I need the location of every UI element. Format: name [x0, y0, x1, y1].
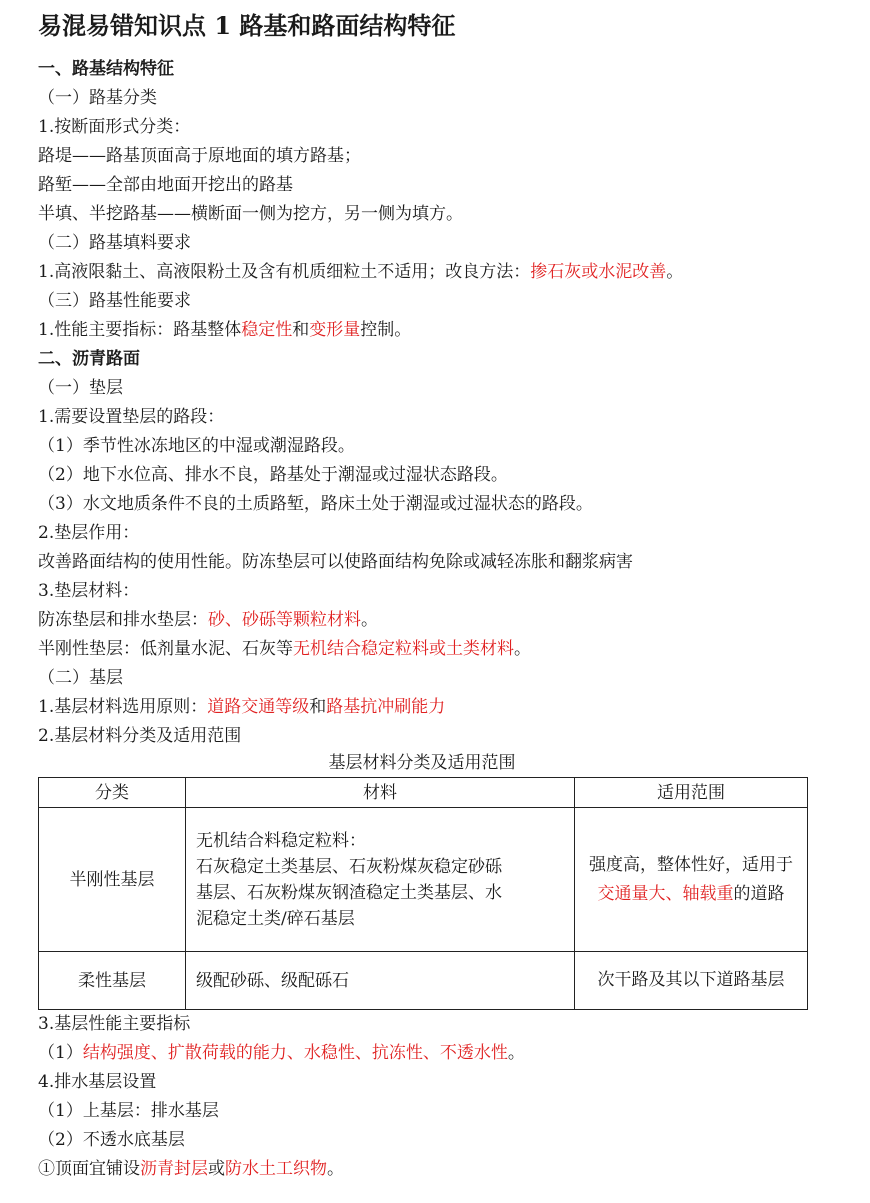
base-material-table — [38, 777, 808, 1010]
text-line — [38, 636, 531, 662]
cell-category: 半刚性基层 — [39, 808, 186, 952]
section-heading — [38, 56, 174, 82]
text-segment: 防冻垫层和排水垫层： — [38, 610, 208, 630]
text-segment: （二）路基填料要求 — [38, 233, 191, 253]
text-segment: 3.垫层材料： — [38, 581, 140, 601]
highlight-text: 结构强度、扩散荷载的能力、水稳性、抗冻性、不透水性 — [82, 1043, 508, 1063]
text-line — [38, 491, 593, 517]
text-segment: 4.排水基层设置 — [38, 1072, 157, 1092]
text-segment: （一）路基分类 — [38, 88, 157, 108]
text-line — [38, 462, 508, 488]
text-segment: 半填、半挖路基——横断面一侧为挖方，另一侧为填方。 — [38, 204, 463, 224]
text-segment: （2）地下水位高、排水不良，路基处于潮湿或过湿状态路段。 — [38, 465, 508, 485]
text-segment: （3）水文地质条件不良的土质路堑，路床土处于潮湿或过湿状态的路段。 — [38, 494, 593, 514]
text-segment: 改善路面结构的使用性能。防冻垫层可以使路面结构免除或减轻冻胀和翻浆病害 — [38, 552, 633, 572]
text-segment: （二）基层 — [38, 668, 123, 688]
text-segment: 1.按断面形式分类： — [38, 117, 191, 137]
text-line — [38, 433, 355, 459]
text-segment: 半刚性垫层：低剂量水泥、石灰等 — [38, 639, 293, 659]
highlight-text: 变形量 — [309, 320, 361, 340]
text-segment: 。 — [666, 262, 684, 282]
cell-material — [186, 952, 575, 1010]
text-line — [38, 1098, 219, 1124]
cell-material — [186, 808, 575, 952]
text-line — [38, 114, 190, 140]
text-line — [38, 230, 191, 256]
text-line — [38, 578, 139, 604]
text-line — [38, 520, 139, 546]
material-line: 级配砂砾、级配砾石 — [196, 970, 349, 991]
text-segment: 。 — [327, 1159, 344, 1179]
text-segment: （1）上基层：排水基层 — [38, 1101, 219, 1121]
highlight-text: 掺石灰或水泥改善 — [530, 262, 667, 282]
text-segment: （三）路基性能要求 — [38, 291, 191, 311]
cell-range: 次干路及其以下道路基层 — [575, 952, 808, 1010]
range-text: 强度高，整体性好，适用于 — [589, 854, 793, 875]
text-segment: 1.基层材料选用原则： — [38, 697, 208, 717]
text-line — [38, 549, 633, 575]
text-line — [38, 665, 123, 691]
text-segment: 。 — [361, 610, 378, 630]
text-segment: （1） — [38, 1043, 83, 1063]
range-highlight: 交通量大、轴载重 — [597, 883, 734, 904]
text-line — [38, 375, 123, 401]
text-line — [38, 317, 411, 343]
text-segment: 1.高液限黏土、高液限粉土及含有机质细粒土不适用；改良方法： — [38, 262, 531, 282]
text-segment: ①顶面宜铺设 — [38, 1159, 140, 1179]
text-line — [38, 288, 191, 314]
text-line — [38, 1127, 185, 1153]
material-line: 无机结合料稳定粒料： — [196, 830, 366, 851]
highlight-text: 无机结合稳定粒料或土类材料 — [293, 639, 514, 659]
highlight-text: 防水土工织物 — [225, 1159, 327, 1179]
highlight-text: 砂、砂砾等颗粒材料 — [208, 610, 361, 630]
text-segment: 。 — [514, 639, 531, 659]
range-text: 的道路 — [733, 883, 785, 904]
text-segment: 。 — [507, 1043, 525, 1063]
text-line — [38, 143, 361, 169]
text-segment: 路堑——全部由地面开挖出的路基 — [38, 175, 293, 195]
text-segment: 路堤——路基顶面高于原地面的填方路基； — [38, 146, 361, 166]
text-line — [38, 85, 157, 111]
text-segment: 一、路基结构特征 — [38, 59, 174, 79]
text-segment: （1）季节性冰冻地区的中湿或潮湿路段。 — [38, 436, 355, 456]
text-segment: 2.垫层作用： — [38, 523, 140, 543]
text-segment: 1.需要设置垫层的路段： — [38, 407, 225, 427]
text-line — [38, 1011, 190, 1037]
text-line — [38, 259, 683, 285]
text-line — [38, 694, 445, 720]
header-category: 分类 — [39, 778, 186, 808]
highlight-text: 道路交通等级 — [207, 697, 310, 717]
text-segment: 3.基层性能主要指标 — [38, 1014, 191, 1034]
text-line — [38, 607, 378, 633]
material-line: 泥稳定土类/碎石基层 — [196, 908, 355, 929]
cell-range — [575, 808, 808, 952]
table-row — [39, 808, 808, 952]
table-header-row — [39, 778, 808, 808]
text-line — [38, 1069, 156, 1095]
text-line — [38, 172, 293, 198]
highlight-text: 稳定性 — [241, 320, 293, 340]
table-row — [39, 952, 808, 1010]
text-segment: 控制。 — [360, 320, 412, 340]
text-line — [38, 201, 463, 227]
material-line: 基层、石灰粉煤灰钢渣稳定土类基层、水 — [196, 882, 502, 903]
text-segment: 和 — [309, 697, 327, 717]
text-segment: 或 — [208, 1159, 225, 1179]
highlight-text: 路基抗冲刷能力 — [326, 697, 446, 717]
text-line — [38, 723, 241, 749]
text-segment: 2.基层材料分类及适用范围 — [38, 726, 242, 746]
text-segment: 1.性能主要指标：路基整体 — [38, 320, 242, 340]
text-line — [38, 1040, 525, 1066]
material-line: 石灰稳定土类基层、石灰粉煤灰稳定砂砾 — [196, 856, 502, 877]
text-segment: 和 — [292, 320, 310, 340]
text-line — [38, 404, 224, 430]
page-title: 易混易错知识点 1 路基和路面结构特征 — [38, 11, 456, 40]
highlight-text: 沥青封层 — [140, 1159, 208, 1179]
text-line — [38, 1156, 344, 1182]
section-heading — [38, 346, 140, 372]
cell-category: 柔性基层 — [39, 952, 186, 1010]
text-segment: 二、沥青路面 — [38, 349, 140, 369]
table-caption: 基层材料分类及适用范围 — [328, 753, 516, 773]
text-segment: （一）垫层 — [38, 378, 123, 398]
text-segment: （2）不透水底基层 — [38, 1130, 185, 1150]
header-range: 适用范围 — [575, 778, 808, 808]
header-material: 材料 — [186, 778, 575, 808]
